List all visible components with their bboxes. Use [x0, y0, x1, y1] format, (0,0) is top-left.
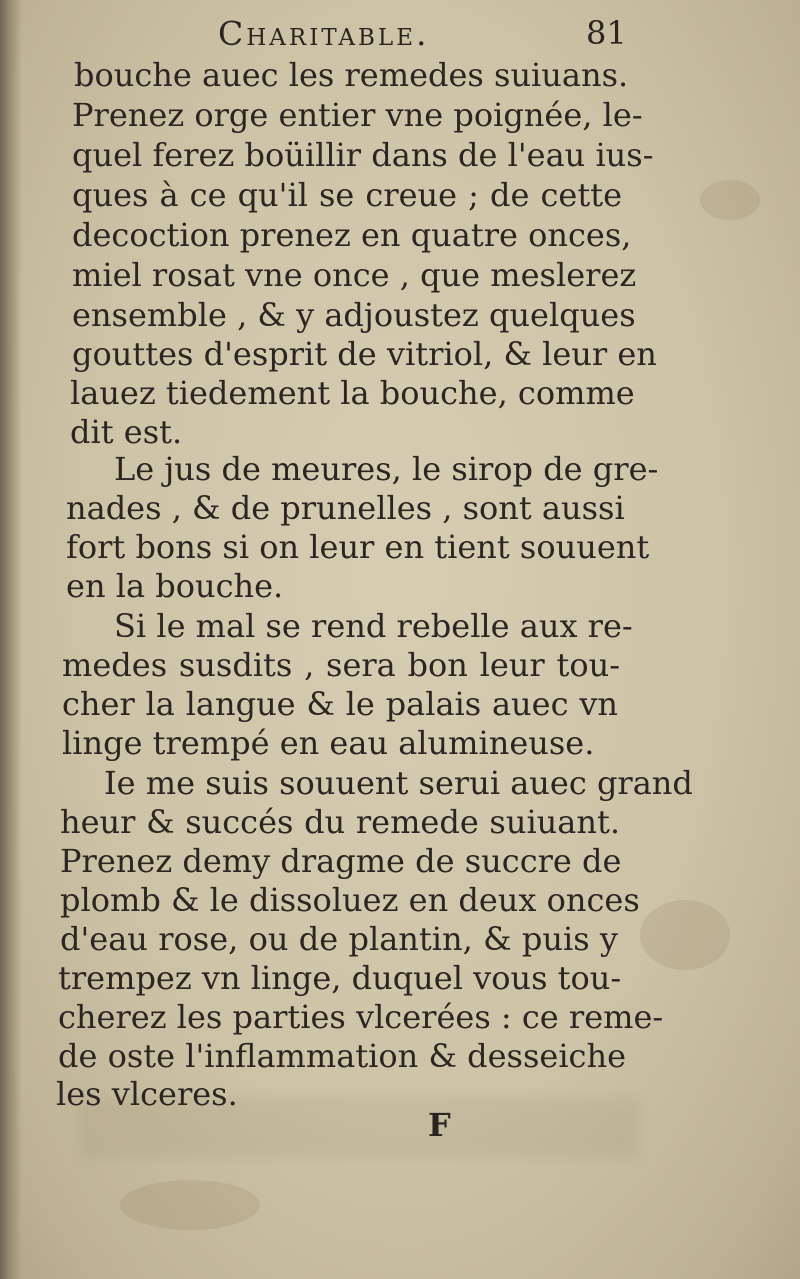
text-line: Si le mal se rend rebelle aux re- — [114, 607, 633, 645]
text-line: trempez vn linge, duquel vous tou- — [58, 959, 622, 997]
text-line: cher la langue & le palais auec vn — [62, 685, 618, 723]
text-line: ques à ce qu'il se creue ; de cette — [72, 176, 622, 214]
text-line: Ie me suis souuent serui auec grand — [104, 764, 693, 802]
text-line: d'eau rose, ou de plantin, & puis y — [60, 920, 618, 958]
text-line: dit est. — [70, 413, 183, 451]
running-title: Charitable. — [218, 14, 430, 53]
text-line: lauez tiedement la bouche, comme — [70, 374, 635, 412]
page-number: 81 — [586, 14, 627, 52]
signature-mark: F — [428, 1106, 451, 1144]
text-line: cherez les parties vlcerées : ce reme- — [58, 998, 664, 1036]
text-line: fort bons si on leur en tient souuent — [66, 528, 650, 566]
text-line: heur & succés du remede suiuant. — [60, 803, 620, 841]
text-line: de oste l'inflammation & desseiche — [58, 1037, 627, 1075]
text-line: Prenez demy dragme de succre de — [60, 842, 622, 880]
text-line: linge trempé en eau alumineuse. — [62, 724, 595, 762]
text-line: ensemble , & y adjoustez quelques — [72, 296, 636, 334]
text-line: medes susdits , sera bon leur tou- — [62, 646, 620, 684]
text-line: miel rosat vne once , que meslerez — [72, 256, 637, 294]
text-line: nades , & de prunelles , sont aussi — [66, 489, 625, 527]
text-line: decoction prenez en quatre onces, — [72, 216, 632, 254]
text-line: Prenez orge entier vne poignée, le- — [72, 96, 643, 134]
text-line: Le jus de meures, le sirop de gre- — [114, 450, 659, 488]
text-line: quel ferez boüillir dans de l'eau ius- — [72, 136, 654, 174]
text-line: gouttes d'esprit de vitriol, & leur en — [72, 335, 657, 373]
text-line: en la bouche. — [66, 567, 284, 605]
text-line: les vlceres. — [56, 1075, 238, 1113]
text-line: plomb & le dissoluez en deux onces — [60, 881, 640, 919]
text-line: bouche auec les remedes suiuans. — [74, 56, 629, 94]
